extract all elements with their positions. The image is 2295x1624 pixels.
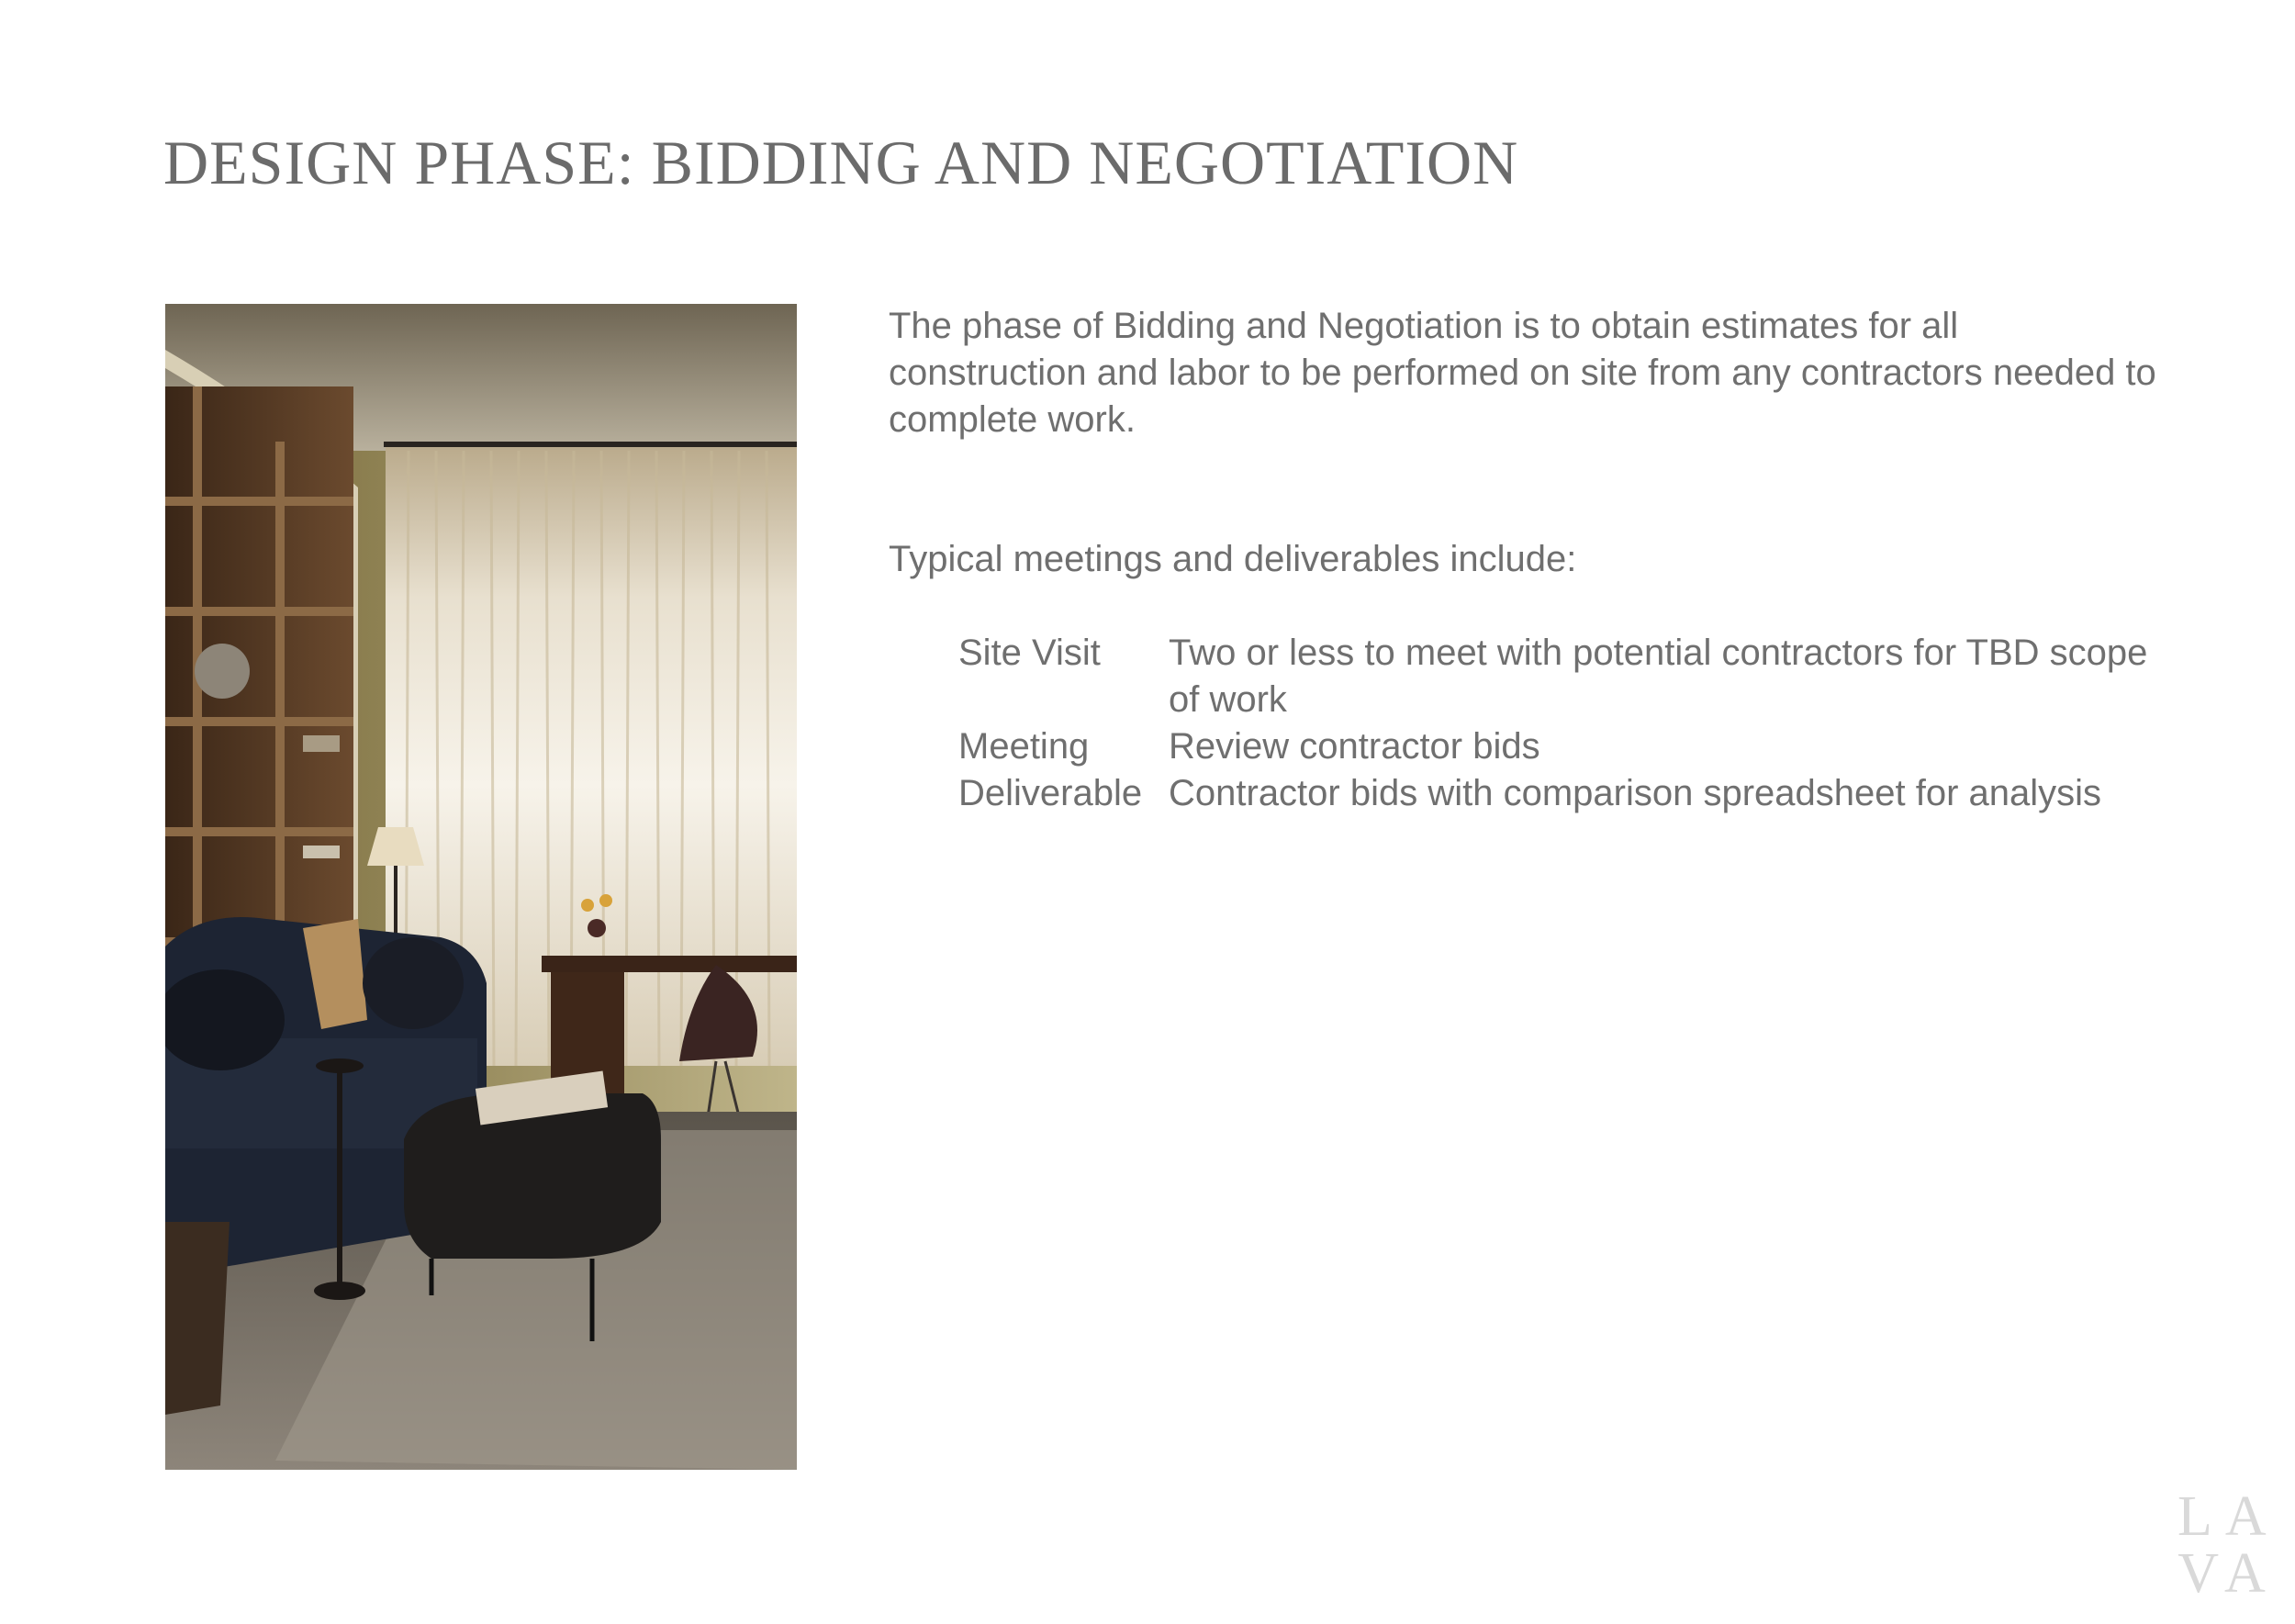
list-item-value: Review contractor bids — [1169, 726, 1540, 767]
list-item-label: Deliverable — [958, 773, 1143, 813]
interior-living-room-photo — [165, 304, 797, 1470]
list-item-label: Site Visit — [958, 633, 1101, 673]
interior-photo — [165, 304, 797, 1470]
list-heading: Typical meetings and deliverables include: — [889, 539, 1577, 579]
list-item-deliverable — [958, 770, 2170, 817]
list-item-label: Meeting — [958, 726, 1090, 767]
lava-logo — [2177, 1485, 2279, 1607]
list-item-value: Contractor bids with comparison spreadsheet for analysis — [1169, 773, 2102, 813]
page-title: DESIGN PHASE: BIDDING AND NEGOTIATION — [163, 128, 1519, 197]
deliverables-list — [958, 630, 2170, 817]
logo-line-2: VA — [2177, 1542, 2278, 1605]
list-item-meeting — [958, 723, 2170, 770]
list-item-site-visit — [958, 630, 2170, 723]
list-item-value: Two or less to meet with potential contractors for TBD scope of work — [1169, 633, 2148, 720]
description-column — [889, 303, 2174, 813]
intro-paragraph: The phase of Bidding and Negotiation is to obtain estimates for all construction and labor to be performed on site from any contractors needed to complete work. — [889, 306, 2156, 440]
logo-line-1: LA — [2177, 1485, 2279, 1548]
